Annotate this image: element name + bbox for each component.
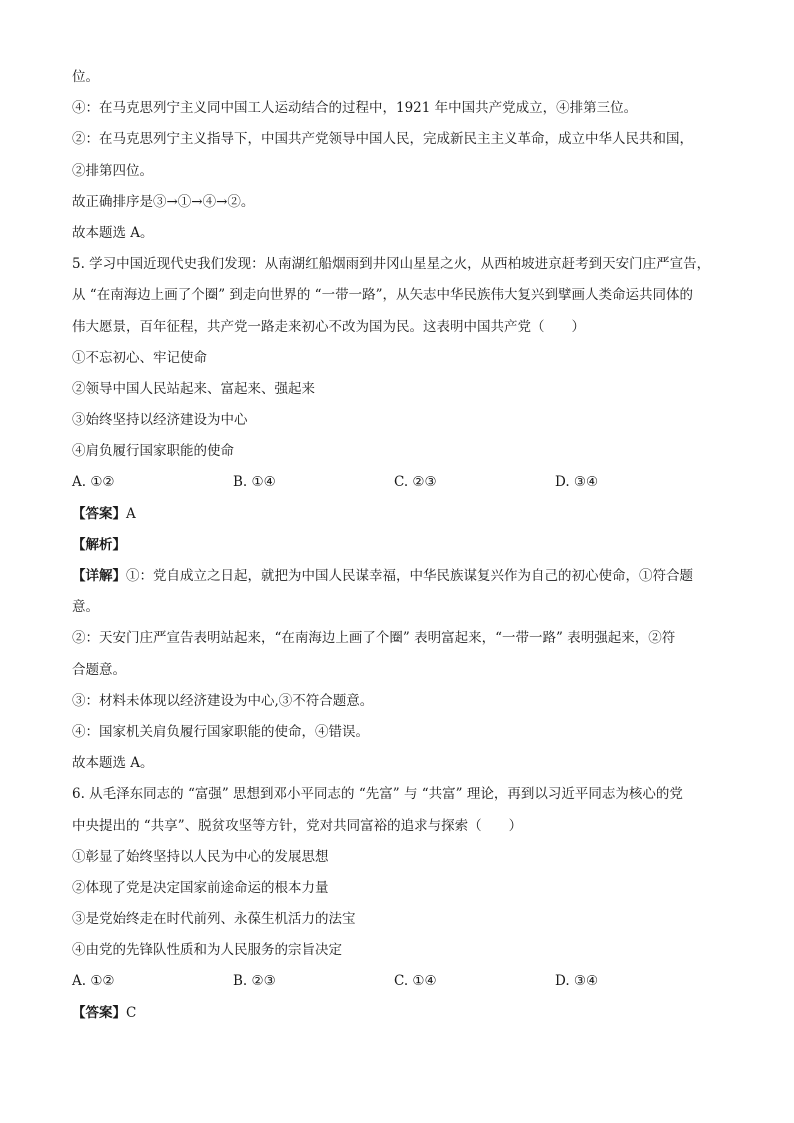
statement-item: ④肩负履行国家职能的使命 bbox=[72, 443, 234, 460]
answer-tag: 【答案】 bbox=[72, 1004, 126, 1021]
option-d: D. ③④ bbox=[555, 973, 599, 990]
statement-item: ③始终坚持以经济建设为中心 bbox=[72, 412, 248, 429]
statement-item: ①彰显了始终坚持以人民为中心的发展思想 bbox=[72, 848, 329, 865]
detail-line: 故本题选 A。 bbox=[72, 755, 154, 772]
statement-item: ④由党的先锋队性质和为人民服务的宗旨决定 bbox=[72, 942, 342, 959]
text-line: 故正确排序是③→①→④→②。 bbox=[72, 193, 255, 210]
question-stem-line: 中央提出的 “共享”、脱贫攻坚等方针，党对共同富裕的追求与探索（ ） bbox=[72, 817, 523, 834]
option-b: B. ①④ bbox=[233, 474, 276, 491]
analysis-tag: 【解析】 bbox=[72, 536, 126, 553]
detail-text: ①：党自成立之日起，就把为中国人民谋幸福，中华民族谋复兴作为自己的初心使命，①符合题 bbox=[126, 568, 693, 584]
answer-value: A bbox=[126, 505, 136, 522]
detail-line: ②：天安门庄严宣告表明站起来，“在南海边上画了个圈” 表明富起来，“一带一路” 表明强起来，②符 bbox=[72, 630, 676, 647]
option-a: A. ①② bbox=[72, 474, 115, 491]
text-line: ④：在马克思列宁主义同中国工人运动结合的过程中，1921 年中国共产党成立，④排第三位。 bbox=[72, 100, 638, 117]
analysis-line bbox=[72, 530, 734, 561]
statement-item: ②体现了党是决定国家前途命运的根本力量 bbox=[72, 879, 329, 896]
detail-line: 合题意。 bbox=[72, 661, 126, 678]
statement-item: ③是党始终走在时代前列、永葆生机活力的法宝 bbox=[72, 911, 356, 928]
question-stem-line: 伟大愿景，百年征程，共产党一路走来初心不改为国为民。这表明中国共产党（ ） bbox=[72, 318, 585, 335]
text-line: 位。 bbox=[72, 69, 99, 85]
detail-line: ④：国家机关肩负履行国家职能的使命，④错误。 bbox=[72, 723, 369, 740]
option-d: D. ③④ bbox=[555, 474, 599, 491]
option-c: C. ①④ bbox=[394, 973, 437, 990]
option-a: A. ①② bbox=[72, 973, 115, 990]
detail-line: ③：材料未体现以经济建设为中心,③不符合题意。 bbox=[72, 692, 374, 709]
detail-line: 意。 bbox=[72, 599, 99, 616]
option-c: C. ②③ bbox=[394, 474, 437, 491]
statement-item: ②领导中国人民站起来、富起来、强起来 bbox=[72, 380, 315, 397]
detail-line bbox=[72, 561, 734, 592]
text-line: 故本题选 A。 bbox=[72, 224, 154, 241]
answer-tag: 【答案】 bbox=[72, 505, 126, 522]
text-line: ②排第四位。 bbox=[72, 162, 153, 179]
question-stem-line: 从 “在南海边上画了个圈” 到走向世界的 “一带一路”，从矢志中华民族伟大复兴到擘画人类命运共同体的 bbox=[72, 287, 693, 304]
text-line: ②：在马克思列宁主义指导下，中国共产党领导中国人民，完成新民主主义革命，成立中华人民共和国， bbox=[72, 131, 693, 148]
option-b: B. ②③ bbox=[233, 973, 276, 990]
question-stem-line: 5. 学习中国近现代史我们发现：从南湖红船烟雨到井冈山星星之火，从西柏坡进京赶考到天安门庄严宣告， bbox=[72, 256, 711, 273]
question-5 bbox=[72, 249, 734, 779]
answer-options bbox=[72, 966, 734, 997]
answer-line bbox=[72, 499, 734, 530]
question-6 bbox=[72, 779, 734, 1029]
answer-line bbox=[72, 998, 734, 1029]
answer-options bbox=[72, 467, 734, 498]
detail-tag: 【详解】 bbox=[72, 568, 126, 584]
question-stem-line: 6. 从毛泽东同志的 “富强” 思想到邓小平同志的 “先富” 与 “共富” 理论，再到以习近平同志为核心的党 bbox=[72, 786, 683, 803]
answer-value: C bbox=[126, 1004, 137, 1021]
statement-item: ①不忘初心、牢记使命 bbox=[72, 349, 207, 366]
